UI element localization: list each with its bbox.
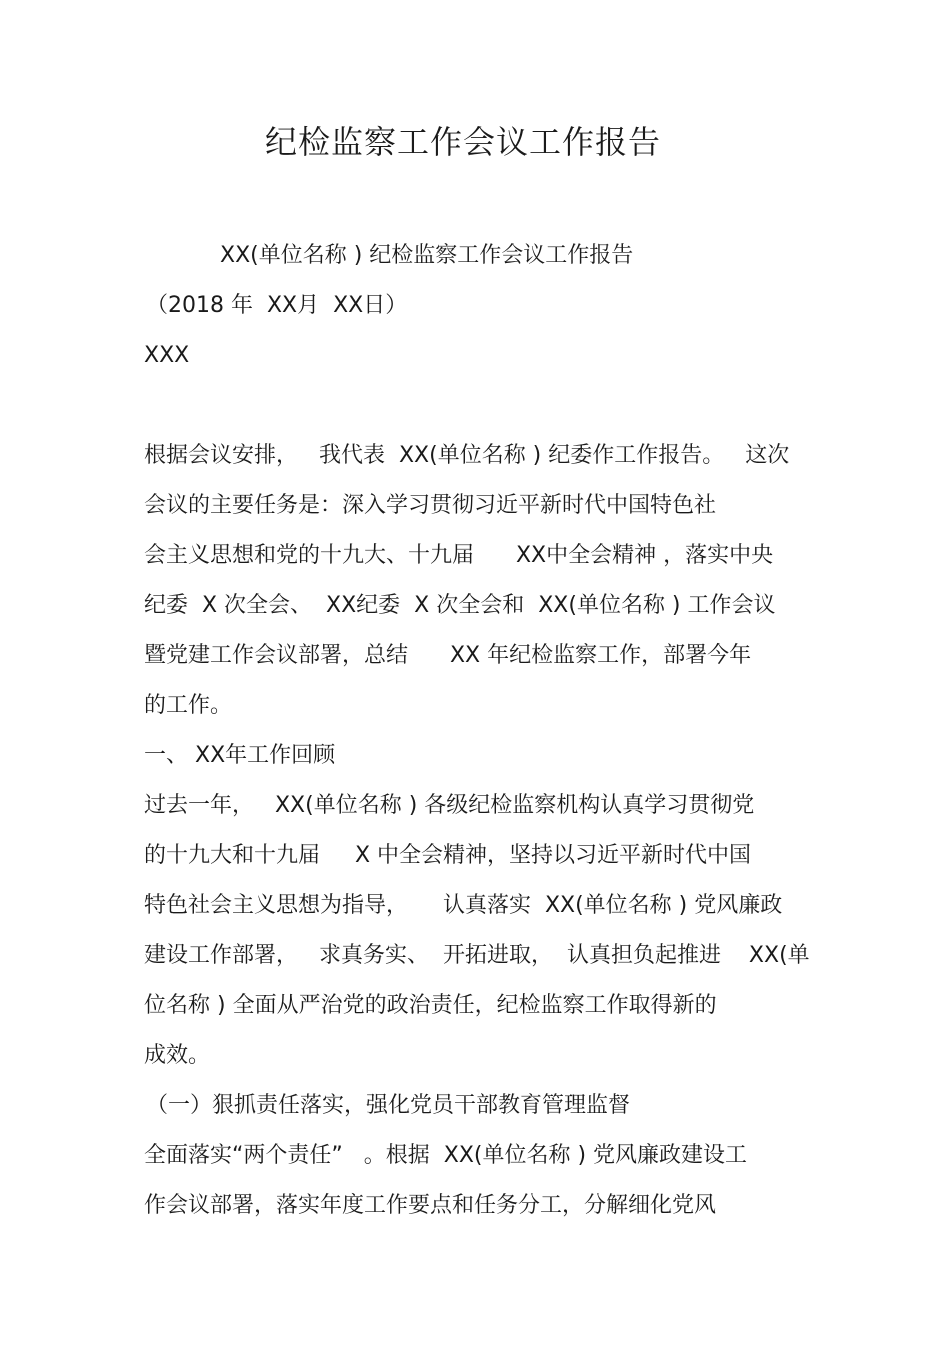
subsection-heading: （一）狠抓责任落实，强化党员干部教育管理监督 (146, 1093, 631, 1118)
report-author: XXX (144, 343, 190, 368)
body-line: 位名称 ) 全面从严治党的政治责任，纪检监察工作取得新的 (144, 993, 717, 1018)
body-line: 纪委 X 次全会、 XX纪委 X 次全会和 XX(单位名称 ) 工作会议 (144, 593, 776, 618)
body-line: 会议的主要任务是：深入学习贯彻习近平新时代中国特色社 (144, 493, 717, 518)
body-line: 过去一年， XX(单位名称 ) 各级纪检监察机构认真学习贯彻党 (144, 793, 755, 818)
body-line: 的十九大和十九届 X 中全会精神，坚持以习近平新时代中国 (144, 843, 752, 868)
body-line: 全面落实“两个责任” 。根据 XX(单位名称 ) 党风廉政建设工 (144, 1143, 748, 1168)
body-line: 特色社会主义思想为指导， 认真落实 XX(单位名称 ) 党风廉政 (144, 893, 783, 918)
body-line: 建设工作部署， 求真务实、 开拓进取， 认真担负起推进 XX(单 (144, 943, 810, 968)
body-line: 的工作。 (144, 693, 233, 718)
report-date: （2018 年 XX月 XX日） (146, 293, 408, 318)
body-line: 成效。 (144, 1043, 211, 1068)
document-title: 纪检监察工作会议工作报告 (264, 123, 661, 161)
body-line: 暨党建工作会议部署，总结 XX 年纪检监察工作，部署今年 (144, 643, 752, 668)
body-line: 会主义思想和党的十九大、十九届 XX中全会精神 ，落实中央 (144, 543, 774, 568)
body-line: 根据会议安排， 我代表 XX(单位名称 ) 纪委作工作报告。 这次 (144, 443, 790, 468)
section-heading: 一、 XX年工作回顾 (144, 743, 336, 768)
report-subtitle: XX(单位名称 ) 纪检监察工作会议工作报告 (220, 243, 634, 268)
body-line: 作会议部署，落实年度工作要点和任务分工，分解细化党风 (144, 1193, 717, 1218)
